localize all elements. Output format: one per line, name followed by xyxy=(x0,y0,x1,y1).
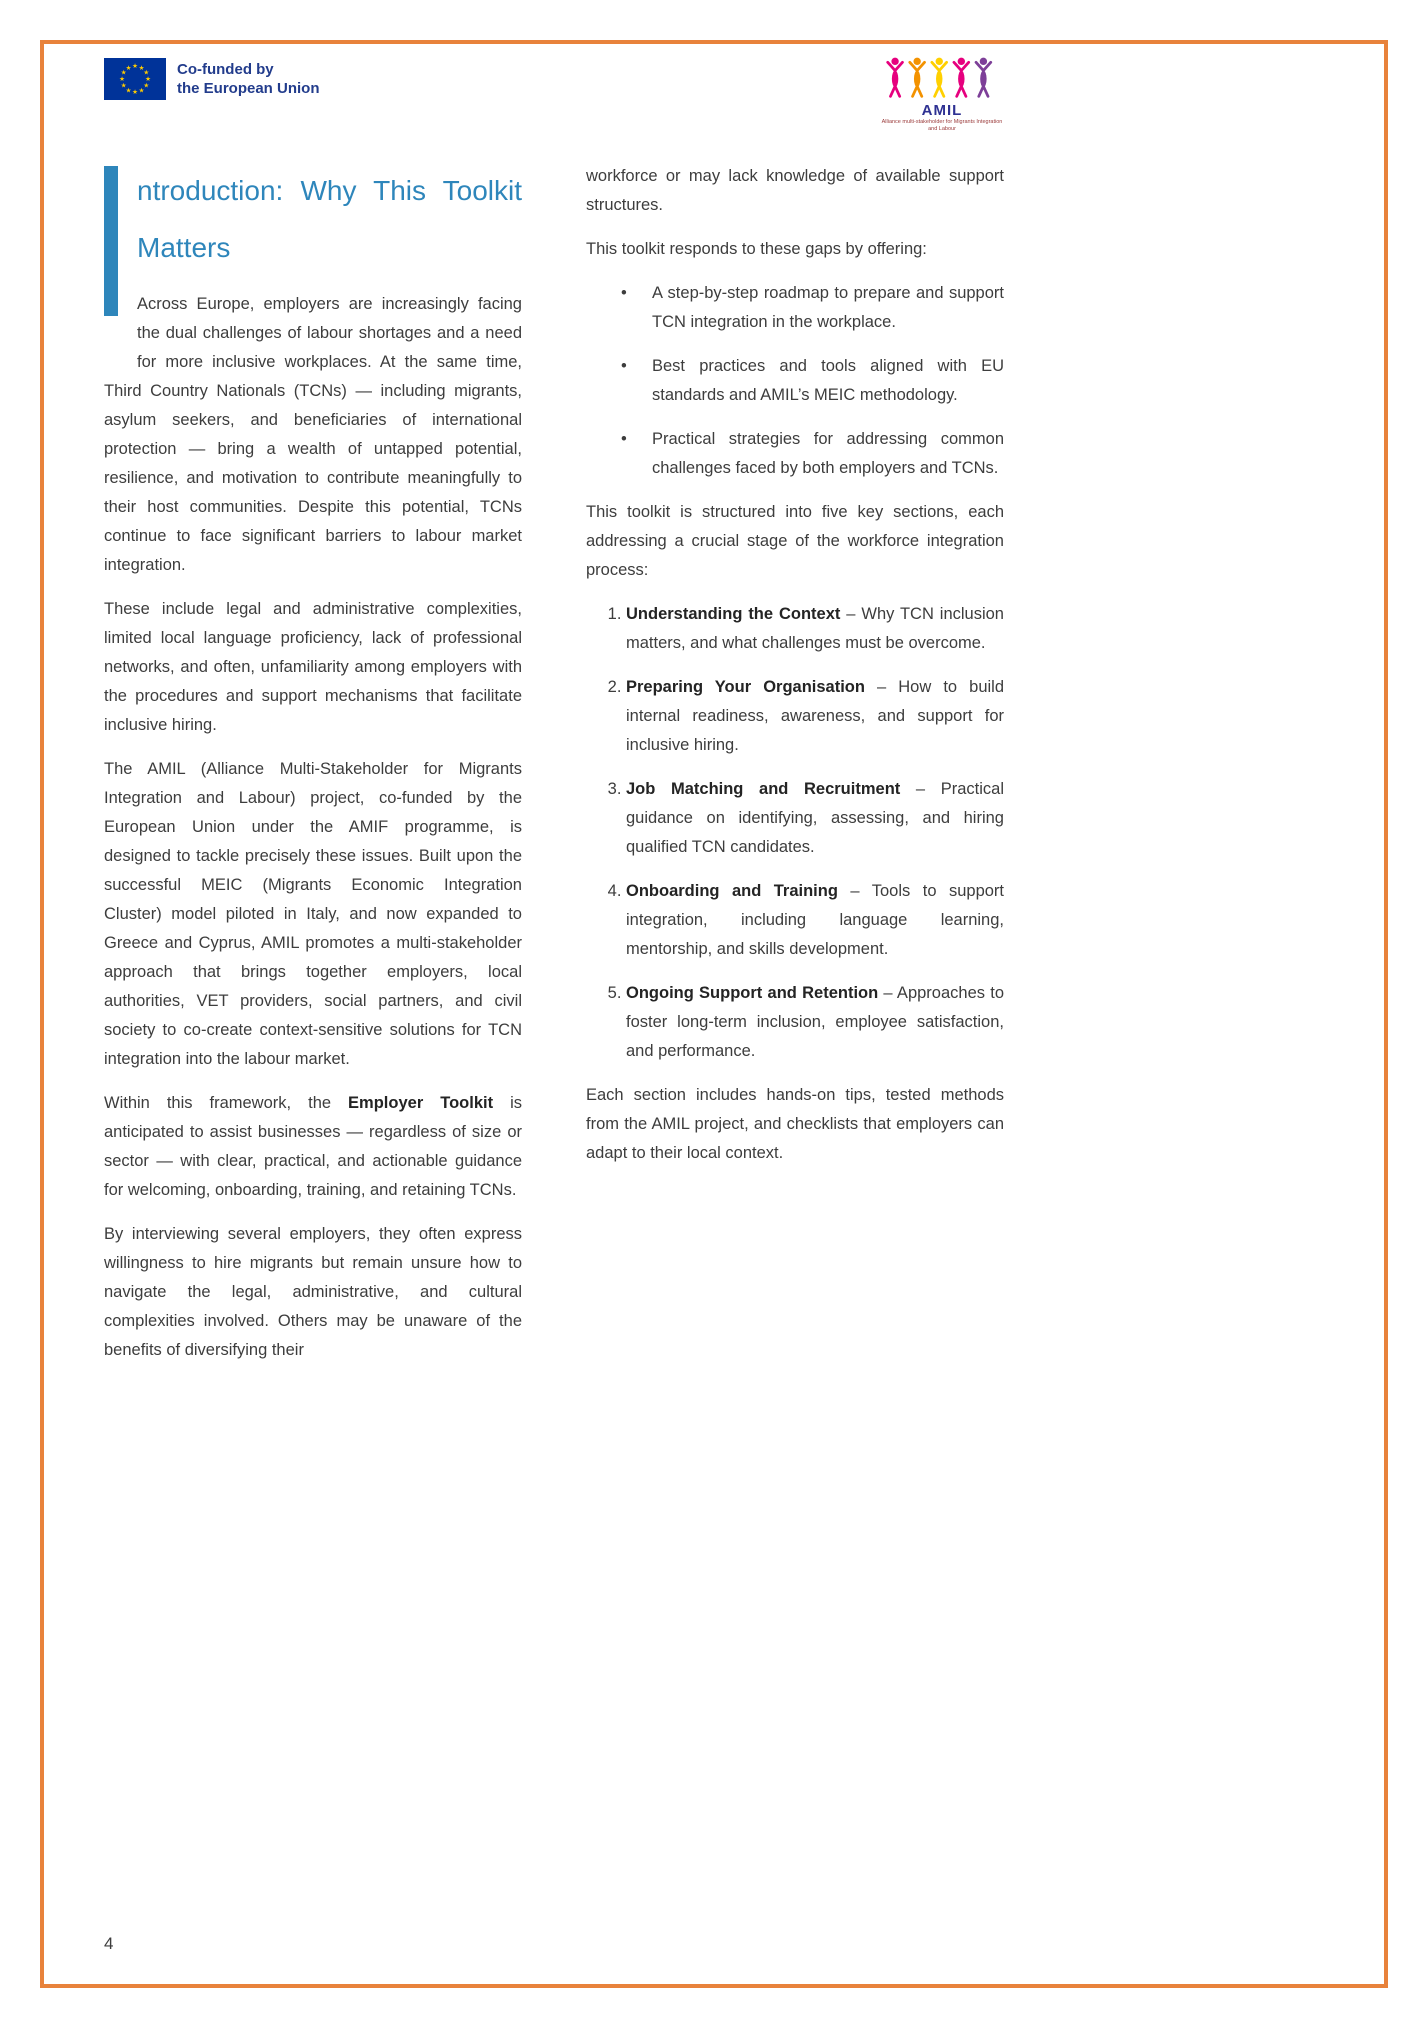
eu-cofunded-line2: the European Union xyxy=(177,80,320,97)
svg-text:★: ★ xyxy=(132,62,138,71)
left-column xyxy=(104,162,522,1380)
paragraph: workforce or may lack knowledge of available support structures. xyxy=(586,167,1004,214)
numbered-item-title: Job Matching and Recruitment xyxy=(626,780,901,798)
numbered-list xyxy=(586,600,1004,1066)
amil-people-icon xyxy=(881,54,1003,100)
bullet-text: Best practices and tools aligned with EU standards and AMIL’s MEIC methodology. xyxy=(652,357,1004,404)
right-column xyxy=(586,162,1004,1380)
svg-text:★: ★ xyxy=(119,75,125,84)
svg-text:★: ★ xyxy=(138,63,145,72)
amil-logo xyxy=(880,54,1004,132)
svg-text:★: ★ xyxy=(125,63,132,72)
svg-text:★: ★ xyxy=(132,88,138,97)
section-title: ntroduction: Why This Toolkit Matters xyxy=(137,175,522,263)
numbered-item-text: – Approaches to foster long-term inclusion, employee satisfaction, and performance. xyxy=(626,984,1004,1060)
numbered-item-title: Understanding the Context xyxy=(626,605,841,623)
numbered-item xyxy=(626,673,1004,760)
paragraph: This toolkit is structured into five key sections, each addressing a crucial stage of the workforce integration process: xyxy=(586,503,1004,579)
svg-text:★: ★ xyxy=(138,86,145,95)
bullet-list xyxy=(586,279,1004,483)
numbered-item xyxy=(626,775,1004,862)
bullet-text: A step-by-step roadmap to prepare and support TCN integration in the workplace. xyxy=(652,284,1004,331)
page-number: 4 xyxy=(104,1934,114,1953)
eu-cofunded-line1: Co-funded by xyxy=(177,61,274,78)
svg-text:★: ★ xyxy=(143,68,150,77)
paragraph: This toolkit responds to these gaps by offering: xyxy=(586,240,927,258)
svg-text:★: ★ xyxy=(145,75,151,84)
numbered-item-text: – Practical guidance on identifying, assessing, and hiring qualified TCN candidates. xyxy=(626,780,1004,856)
paragraph: These include legal and administrative complexities, limited local language proficiency, lack of professional networks, and often, unfamiliarity among employers with the procedures and support mechanisms that facilitate inclusive hiring. xyxy=(104,600,522,734)
paragraph: The AMIL (Alliance Multi-Stakeholder for Migrants Integration and Labour) project, co-funded by the European Union under the AMIF programme, is designed to tackle precisely these issues. Built upon the successful MEIC (Migrants Economic Integration Cluster) model piloted in Italy, and now expanded to Greece and Cyprus, AMIL promotes a multi-stakeholder approach that brings together employers, local authorities, VET providers, social partners, and civil society to co-create context-sensitive solutions for TCN integration into the labour market. xyxy=(104,760,522,1068)
eu-cofunded-label xyxy=(177,60,320,98)
bullet-item xyxy=(652,352,1004,410)
numbered-item xyxy=(626,877,1004,964)
paragraph-text: Within this framework, the xyxy=(104,1094,349,1112)
page-content xyxy=(104,58,1004,1380)
numbered-item-text: – Why TCN inclusion matters, and what challenges must be overcome. xyxy=(626,605,1004,652)
bold-phrase: Employer Toolkit xyxy=(348,1094,494,1112)
bullet-item xyxy=(652,425,1004,483)
paragraph: By interviewing several employers, they often express willingness to hire migrants but remain unsure how to navigate the legal, administrative, and cultural complexities involved. Others may be unaware of the benefits of diversifying their xyxy=(104,1225,522,1359)
numbered-item-text: – How to build internal readiness, awareness, and support for inclusive hiring. xyxy=(626,678,1004,754)
svg-text:★: ★ xyxy=(120,81,127,90)
eu-cofunded-logo xyxy=(104,58,320,100)
svg-text:★: ★ xyxy=(125,86,132,95)
eu-flag-icon xyxy=(104,58,166,100)
numbered-item-title: Onboarding and Training xyxy=(626,882,838,900)
paragraph xyxy=(104,1089,522,1205)
page-header xyxy=(104,58,1004,136)
paragraph-text: is anticipated to assist businesses — regardless of size or sector — with clear, practical, and actionable guidance for welcoming, onboarding, training, and retaining TCNs. xyxy=(104,1094,523,1199)
bullet-item xyxy=(652,279,1004,337)
numbered-item-title: Ongoing Support and Retention xyxy=(626,984,879,1002)
numbered-item xyxy=(626,979,1004,1066)
bullet-text: Practical strategies for addressing common challenges faced by both employers and TCNs. xyxy=(652,430,1004,477)
numbered-item-text: – Tools to support integration, including language learning, mentorship, and skills development. xyxy=(626,882,1004,958)
two-column-body xyxy=(104,162,1004,1380)
svg-text:★: ★ xyxy=(143,81,150,90)
dropcap-letter-i xyxy=(104,166,118,356)
numbered-item xyxy=(626,600,1004,658)
svg-text:★: ★ xyxy=(120,68,127,77)
amil-wordmark: AMIL xyxy=(921,102,963,119)
paragraph: Each section includes hands-on tips, tested methods from the AMIL project, and checklists that employers can adapt to their local context. xyxy=(586,1086,1004,1162)
amil-tagline: Alliance multi-stakeholder for Migrants Integration and Labour xyxy=(881,119,1003,132)
paragraph: Across Europe, employers are increasingly facing the dual challenges of labour shortages and a need for more inclusive workplaces. At the same time, Third Country Nationals (TCNs) — including migrants, asylum seekers, and beneficiaries of international protection — bring a wealth of untapped potential, resilience, and motivation to contribute meaningfully to their host communities. Despite this potential, TCNs continue to face significant barriers to labour market integration. xyxy=(104,295,522,574)
numbered-item-title: Preparing Your Organisation xyxy=(626,678,865,696)
